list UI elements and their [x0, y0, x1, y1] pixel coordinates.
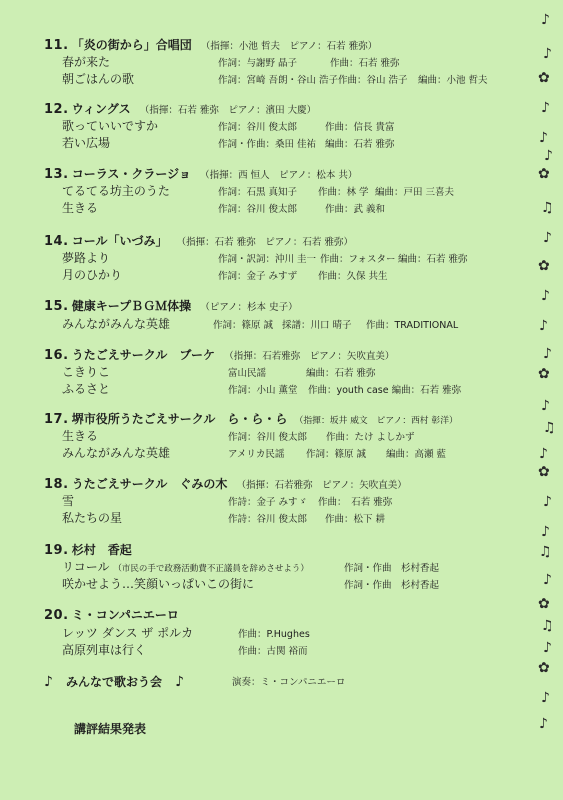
group-name: コール「いづみ」: [71, 234, 168, 248]
music-note-icon: ♫: [541, 618, 554, 634]
group-name: うたごえサークル ブーケ: [71, 348, 215, 362]
song-credit: 作曲：TRADITIONAL: [366, 320, 459, 331]
flower-icon: ✿: [538, 660, 550, 676]
song-title: みんながみんな英雄: [62, 446, 171, 460]
conductor-pianist: （指揮：坂井 威文 ピアノ：西村 彰洋）: [294, 416, 458, 426]
program-header: [44, 541, 132, 558]
conductor-pianist: （指揮：石若 雅弥 ピアノ：濱田 大慶）: [139, 105, 317, 116]
music-note-icon: ♪: [539, 446, 548, 462]
program-header: [44, 165, 357, 182]
song-title: 春が来た: [62, 55, 111, 69]
music-note-icon: ♪: [541, 288, 550, 304]
song-note: （市民の手で政務活動費不正議員を辞めさせよう）: [113, 564, 309, 574]
flower-icon: ✿: [538, 464, 550, 480]
song-credit: 作詞・作曲 杉村香起: [344, 563, 440, 574]
music-note-icon: ♪: [539, 716, 548, 732]
program-number: 14.: [44, 234, 69, 249]
music-note-icon: ♪: [539, 318, 548, 334]
program-number: 20.: [44, 608, 69, 623]
group-name: ミ・コンパニエーロ: [71, 608, 179, 622]
song-credit: 編曲：小池 哲夫: [418, 75, 488, 86]
music-note-icon: ♫: [539, 544, 552, 560]
flower-icon: ✿: [538, 70, 550, 86]
group-name: コーラス・クラージョ: [71, 167, 191, 181]
song-title: レッツ ダンス ザ ポルカ: [62, 626, 194, 640]
conductor-pianist: （指揮：小池 哲夫 ピアノ：石若 雅弥）: [200, 41, 378, 52]
music-note-icon: ♫: [543, 420, 556, 436]
program-header: [44, 346, 394, 363]
program-header: [44, 232, 353, 249]
music-note-icon: ♪: [543, 346, 552, 362]
song-credit: 作曲：松下 耕: [325, 514, 386, 525]
music-note-icon: ♪: [543, 230, 552, 246]
decorative-border: [533, 0, 563, 800]
music-note-icon: ♪: [175, 674, 185, 690]
song-credit: 作曲：youth case 編曲：石若 雅弥: [308, 385, 462, 396]
program-number: 18.: [44, 477, 69, 492]
finale-line: [44, 671, 346, 690]
song-credit: 作詞・訳詞：沖川 圭一: [218, 254, 317, 265]
program-number: 15.: [44, 299, 69, 314]
music-note-icon: ♪: [544, 148, 553, 164]
song-credit: 作曲：フォスター: [320, 254, 396, 265]
song-credit: 作詩：谷川 俊太郎: [228, 514, 308, 525]
song-credit: 作曲：谷山 浩子: [338, 75, 408, 86]
music-note-icon: ♪: [543, 640, 552, 656]
music-note-icon: ♪: [543, 572, 552, 588]
song-credit: 作詞：宮崎 吾朗・谷山 浩子: [218, 75, 339, 86]
program-number: 13.: [44, 167, 69, 182]
song-title: [62, 558, 309, 575]
song-credit: 作曲：石若 雅弥: [330, 58, 400, 69]
music-note-icon: ♪: [543, 494, 552, 510]
music-note-icon: ♪: [541, 524, 550, 540]
group-name: 「炎の街から」合唱団: [71, 38, 192, 52]
song-credit: 作詞：谷川 俊太郎: [218, 122, 298, 133]
song-credit: アメリカ民謡: [228, 449, 285, 460]
song-credit: 作詞：篠原 誠: [213, 320, 274, 331]
song-credit: 作詞・作曲：桑田 佳祐: [218, 139, 317, 150]
song-credit: 作詞：篠原 誠: [306, 449, 367, 460]
group-name: ウィングス: [71, 102, 131, 116]
conductor-pianist: （指揮：石若 雅弥 ピアノ：石若 雅弥）: [176, 237, 353, 248]
flower-icon: ✿: [538, 596, 550, 612]
program-number: 12.: [44, 102, 69, 117]
finale-performer: 演奏：ミ・コンパニエーロ: [232, 677, 346, 688]
song-credit: 富山民謡: [228, 368, 267, 379]
song-title: 高原列車は行く: [62, 643, 147, 657]
results-announcement: 講評結果発表: [74, 722, 147, 736]
song-title: 月のひかり: [62, 268, 123, 282]
program-number: 16.: [44, 348, 69, 363]
program-number: 19.: [44, 543, 69, 558]
group-name: うたごえサークル ぐみの木: [71, 477, 228, 491]
finale-title: みんなで歌おう会: [66, 675, 163, 689]
music-note-icon: ♪: [543, 46, 552, 62]
conductor-pianist: （指揮：西 恒人 ピアノ：松本 共）: [200, 170, 358, 181]
song-credit: 作詞：金子 みすず: [218, 271, 298, 282]
song-title-text: リコール: [62, 560, 110, 574]
song-credit: 作詞：谷川 俊太郎: [228, 432, 308, 443]
conductor-pianist: （指揮：石若雅弥 ピアノ：矢吹直美）: [236, 480, 407, 491]
song-title: 生きる: [62, 429, 99, 443]
song-credit: 編曲：石若 雅弥: [306, 368, 376, 379]
song-credit: 作詩：金子 みすゞ: [228, 497, 308, 508]
flower-icon: ✿: [538, 366, 550, 382]
song-title: 歌っていいですか: [62, 119, 159, 133]
song-credit: 作詞：谷川 俊太郎: [218, 204, 298, 215]
flower-icon: ✿: [538, 166, 550, 182]
song-title: 雪: [62, 494, 75, 508]
song-credit: 作詞・作曲 杉村香起: [344, 580, 440, 591]
song-credit: 作曲：信長 貴富: [325, 122, 395, 133]
song-credit: 採譜：川口 晴子: [282, 320, 352, 331]
program-number: 17.: [44, 412, 69, 427]
song-credit: 編曲：石若 雅弥: [325, 139, 395, 150]
song-credit: 編曲：戸田 三喜夫: [375, 187, 455, 198]
program-number: 11.: [44, 38, 69, 53]
music-note-icon: ♪: [541, 12, 550, 28]
music-note-icon: ♪: [44, 674, 53, 690]
program-header: [44, 475, 407, 492]
song-title: てるてる坊主のうた: [62, 184, 170, 198]
song-credit: 作詞：与謝野 晶子: [218, 58, 298, 69]
group-name: 堺市役所うたごえサークル ら・ら・ら: [71, 412, 288, 426]
song-credit: 作曲：久保 共生: [318, 271, 388, 282]
song-title: 生きる: [62, 201, 99, 215]
song-credit: 編曲：高瀬 藍: [386, 449, 447, 460]
song-credit: 作曲：林 学: [318, 187, 369, 198]
program-header: [44, 297, 298, 314]
program-header: [44, 100, 316, 117]
music-note-icon: ♪: [539, 130, 548, 146]
song-title: 若い広場: [62, 136, 111, 150]
program-header: [44, 36, 377, 53]
song-credit: 作曲：武 義和: [325, 204, 386, 215]
song-credit: 作曲：古関 裕而: [238, 646, 308, 657]
music-note-icon: ♫: [541, 200, 554, 216]
music-note-icon: ♪: [541, 690, 550, 706]
conductor-pianist: （ピアノ：杉本 史子）: [200, 302, 298, 313]
song-credit: 作曲： 石若 雅弥: [318, 497, 393, 508]
song-title: ふるさと: [62, 382, 111, 396]
song-credit: 作曲：たけ よしかず: [326, 432, 415, 443]
program-header: [44, 410, 458, 427]
song-title: 咲かせよう…笑顔いっぱいこの街に: [62, 577, 255, 591]
conductor-pianist: （指揮：石若雅弥 ピアノ：矢吹直美）: [224, 351, 395, 362]
song-credit: 編曲：石若 雅弥: [398, 254, 468, 265]
song-credit: 作詞：小山 薫堂: [228, 385, 298, 396]
flower-icon: ✿: [538, 258, 550, 274]
song-credit: 作曲：P.Hughes: [238, 629, 310, 640]
music-note-icon: ♪: [541, 398, 550, 414]
song-title: 夢路より: [62, 251, 111, 265]
group-name: 健康キープＢＧＭ体操: [71, 299, 192, 313]
song-title: こきりこ: [62, 365, 111, 379]
program-header: [44, 606, 179, 623]
song-title: みんながみんな英雄: [62, 317, 171, 331]
group-name: 杉村 香起: [71, 543, 132, 557]
song-credit: 作詞：石黒 真知子: [218, 187, 298, 198]
song-title: 朝ごはんの歌: [62, 72, 135, 86]
song-title: 私たちの星: [62, 511, 123, 525]
music-note-icon: ♪: [541, 100, 550, 116]
